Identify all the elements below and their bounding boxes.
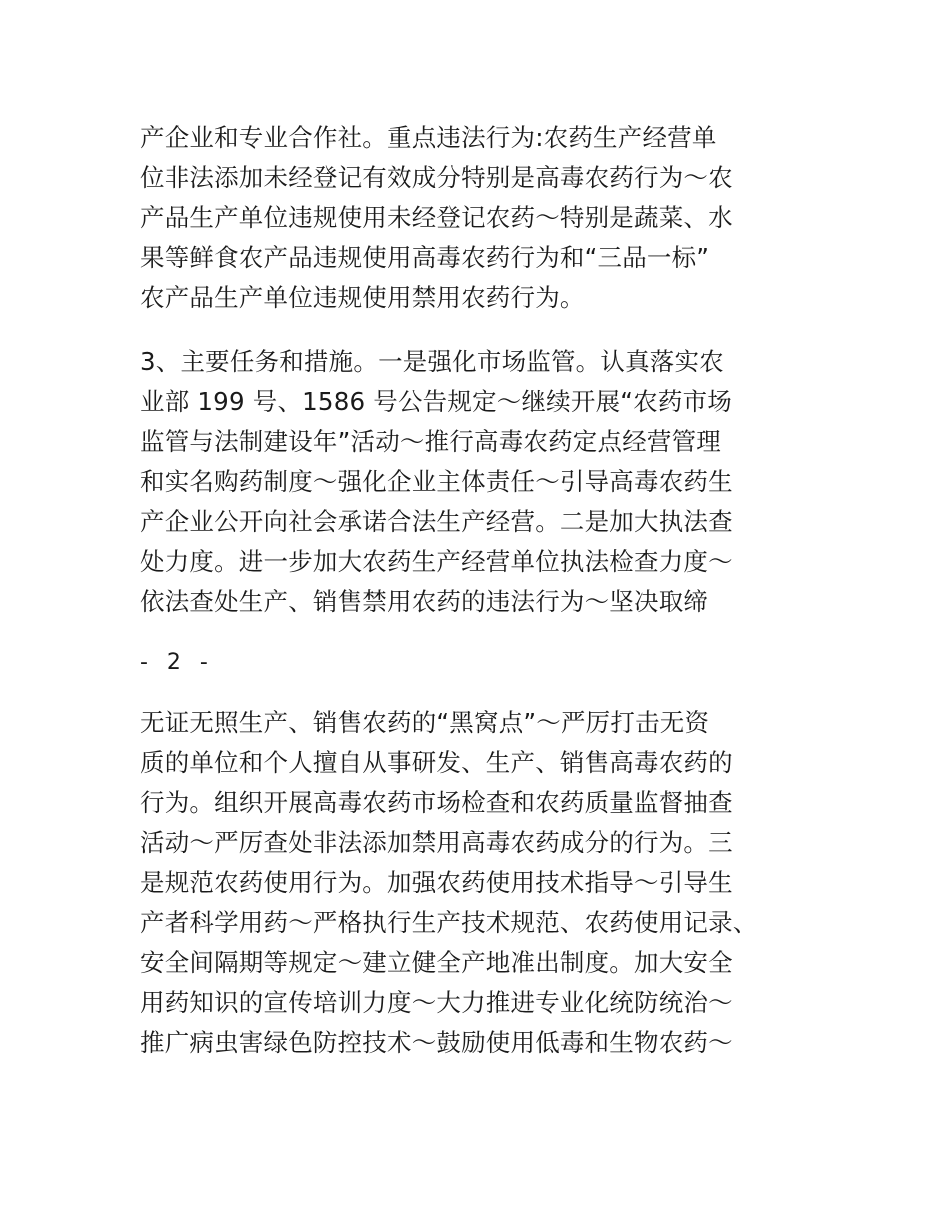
text-line: 3、主要任务和措施。一是强化市场监管。认真落实农 (140, 347, 724, 376)
text-line: 是规范农药使用行为。加强农药使用技术指导～引导生 (140, 868, 733, 897)
paragraph-tasks-measures (140, 342, 830, 622)
text-line: 质的单位和个人擅自从事研发、生产、销售高毒农药的 (140, 748, 733, 777)
text-line: 产企业公开向社会承诺合法生产经营。二是加大执法查 (140, 507, 733, 536)
text-line: 无证无照生产、销售农药的“黑窝点”～严厉打击无资 (140, 708, 710, 737)
text-line: 产者科学用药～严格执行生产技术规范、农药使用记录、 (140, 908, 758, 937)
text-line: 业部 199 号、1586 号公告规定～继续开展“农药市场 (140, 387, 732, 416)
text-line: 处力度。进一步加大农药生产经营单位执法检查力度～ (140, 547, 733, 576)
text-line: 产品生产单位违规使用未经登记农药～特别是蔬菜、水 (140, 203, 733, 232)
text-line: 用药知识的宣传培训力度～大力推进专业化统防统治～ (140, 988, 733, 1017)
paragraph-violations (140, 118, 830, 318)
text-line: 行为。组织开展高毒农药市场检查和农药质量监督抽查 (140, 788, 733, 817)
text-line: 依法查处生产、销售禁用农药的违法行为～坚决取缔 (140, 587, 709, 616)
text-line: 安全间隔期等规定～建立健全产地准出制度。加大安全 (140, 948, 733, 977)
text-line: 和实名购药制度～强化企业主体责任～引导高毒农药生 (140, 467, 733, 496)
text-line: 监管与法制建设年”活动～推行高毒农药定点经营管理 (140, 427, 721, 456)
text-line: 活动～严厉查处非法添加禁用高毒农药成分的行为。三 (140, 828, 733, 857)
text-line: 位非法添加未经登记有效成分特别是高毒农药行为～农 (140, 163, 733, 192)
text-line: 果等鲜食农产品违规使用高毒农药行为和“三品一标” (140, 243, 710, 272)
text-line: 推广病虫害绿色防控技术～鼓励使用低毒和生物农药～ (140, 1028, 733, 1057)
text-line: 农产品生产单位违规使用禁用农药行为。 (140, 283, 585, 312)
text-line: 产企业和专业合作社。重点违法行为:农药生产经营单 (140, 123, 717, 152)
paragraph-enforcement (140, 703, 830, 1063)
page-number: - 2 - (140, 650, 214, 675)
